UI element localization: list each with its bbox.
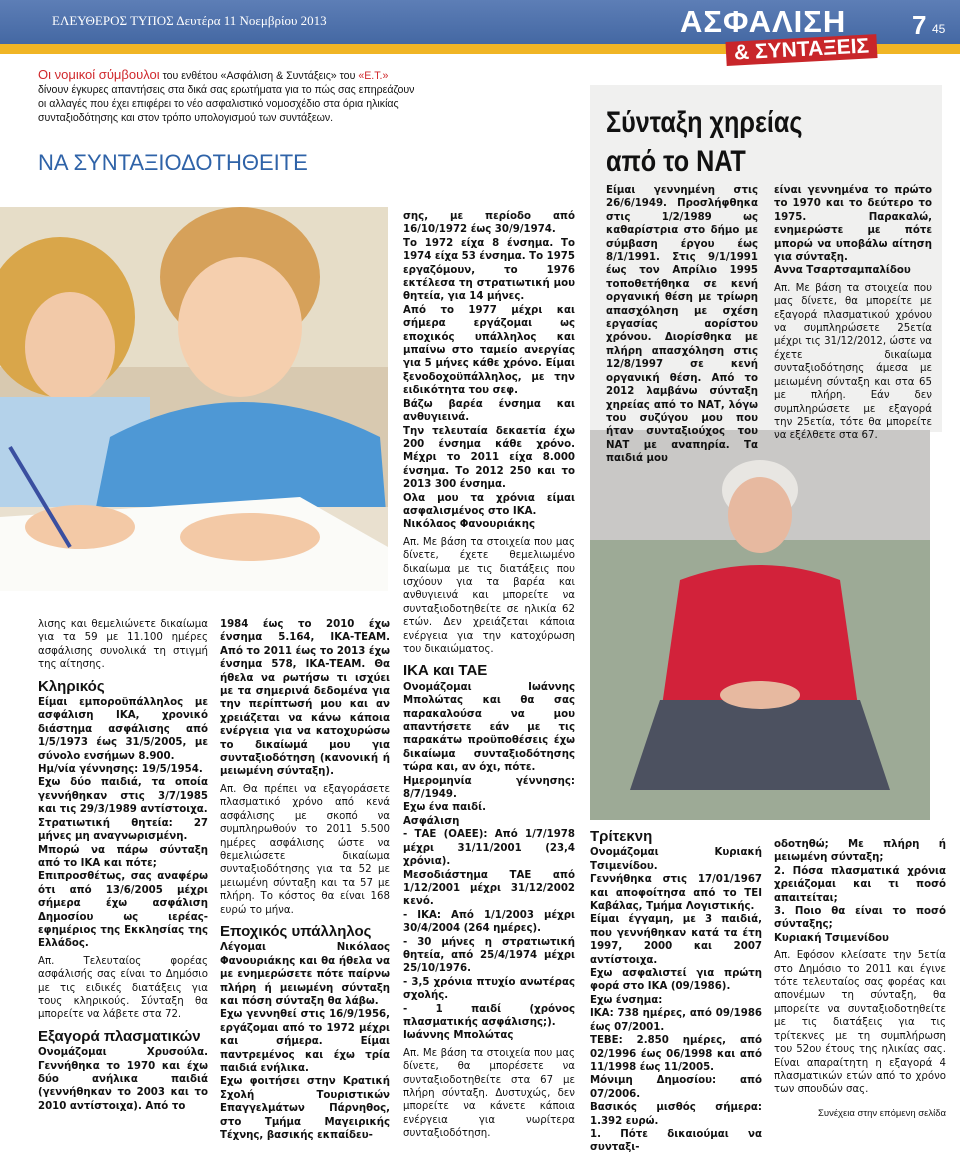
signature: Κυριακή Τσιμενίδου	[774, 932, 889, 944]
question: είναι γεννημένα το πρώτο το 1970 και το δεύτερο το 1975. Παρακαλώ, ενημερώστε με πότε μπορώ να υποβάλω αίτηση για σύνταξη.	[774, 185, 932, 264]
question: - ΙΚΑ: Από 1/1/2003 μέχρι 30/4/2004 (264 ημέρες).	[403, 909, 575, 935]
children-photo	[0, 207, 388, 591]
question: Επιπροσθέτως, σας αναφέρω ότι από 13/6/2005 μέχρι σήμερα έχω ασφάλιση Δημοσίου ως ιερέας-εφημέριος της Εκκλησίας της Ελλάδος.	[38, 871, 208, 950]
question: Ημ/νία γέννησης: 19/5/1954.	[38, 764, 203, 776]
question: Μόνιμη Δημοσίου: από 07/2006.	[590, 1075, 762, 1100]
section-title: ΑΣΦΑΛΙΣΗ	[680, 4, 847, 39]
question: Εχω δύο παιδιά, τα οποία γεννήθηκαν στις 3/7/1985 και τις 29/3/1989 αντίστοιχα.	[38, 777, 208, 816]
subheading-epoxikos: Εποχικός υπάλληλος	[220, 922, 372, 940]
question: 2. Πόσα πλασματικά χρόνια χρειάζομαι και τι ποσό απαιτείται;	[774, 865, 946, 904]
question: οδοτηθώ; Με πλήρη ή μειωμένη σύνταξη;	[774, 839, 946, 864]
question: σης, με περίοδο από 16/10/1972 έως 30/9/1974.	[403, 211, 575, 236]
question: Ονομάζομαι Κυριακή Τσιμενίδου.	[590, 847, 762, 872]
page-number: 7	[912, 10, 927, 40]
question: 1984 έως το 2010 έχω ένσημα 5.164, ΙΚΑ-ΤΕΑΜ. Από το 2011 έως το 2013 έχω ένσημα 578, ΙΚΑ-ΤΕΑΜ. Θα ήθελα να ρωτήσω τι ισχύει με τα σημερινά δεδομένα για την περίπτωσή μου και αν χρειάζεται να κάνω κάποια ενέργεια για να κατοχυρώσω το δικαίωμά μου για συνταξιοδότηση (κανονική ή μειωμένη σύνταξη).	[220, 619, 390, 778]
column-5-bottom	[774, 838, 946, 1097]
answer: Απ. Με βάση τα στοιχεία που μας δίνετε, θα μπορέσετε να συνταξιοδοτηθείτε στα 67 με πλήρη σύνταξη. Δυστυχώς, δεν μπορείτε να κάνετε κάποια ενέργεια για νωρίτερα συνταξιοδότηση.	[403, 1047, 575, 1140]
intro-mid: του ενθέτου «Ασφάλιση & Συντάξεις» του	[159, 70, 359, 82]
question: Είμαι έγγαμη, με 3 παιδιά, που γεννήθηκαν κατά τα έτη 1997, 2000 και 2007 αντίστοιχα.	[590, 914, 762, 966]
question: Μπορώ να πάρω σύνταξη από το ΙΚΑ και πότε;	[38, 844, 208, 869]
question: - 1 παιδί (χρόνος πλασματικής ασφάλισης;).	[403, 1003, 575, 1028]
subheading-exagora: Εξαγορά πλασματικών	[38, 1027, 201, 1045]
question: Εχω γεννηθεί στις 16/9/1956, εργάζομαι από το 1972 μέχρι και σήμερα. Είμαι παντρεμένος και έχω τρία παιδιά ενήλικα.	[220, 1009, 390, 1074]
woman-illustration	[590, 430, 930, 820]
question: - ΤΑΕ (ΟΑΕΕ): Από 1/7/1978 μέχρι 31/11/2001 (23,4 χρόνια).	[403, 829, 575, 868]
question: Ολα μου τα χρόνια είμαι ασφαλισμένος στο ΙΚΑ.	[403, 492, 575, 517]
column-3	[403, 210, 575, 1141]
children-illustration	[0, 207, 388, 591]
question: Στρατιωτική θητεία: 27 μήνες μη αναγνωρισμένη.	[38, 817, 208, 843]
subheading-tritekni: Τρίτεκνη	[590, 828, 653, 845]
sidebar-title-line1: Σύνταξη χηρείας	[606, 106, 803, 139]
intro-paper: «Ε.Τ.»	[358, 70, 389, 82]
question: Είμαι γεννημένη στις 26/6/1949. Προσλήφθηκα στις 1/2/1989 ως καθαρίστρια στο δήμο με σύμβαση έργου έως 8/1/1991. Στις 9/1/1991 έως τον Απρίλιο 1995 τοποθετήθηκα σε κενή οργανική θέση με τρίωρη απασχόληση με σχέση εργασίας αορίστου χρόνου. Διορίσθηκα με πλήρη απασχόληση στις 12/8/1997 σε κενή οργανική θέση. Από το 2012 λαμβάνω σύνταξη χηρείας από το ΝΑΤ, λόγω του συζύγου μου που ήταν συνταξιούχος του ΝΑΤ με αναπηρία. Τα παιδιά μου	[606, 185, 758, 465]
question: Την τελευταία δεκαετία έχω 200 ένσημα κάθε χρόνο. Μέχρι το 2011 είχα 8.000 ένσημα. Το 2012 250 και το 2013 300 ένσημα.	[403, 425, 575, 491]
question: Από το 1977 μέχρι και σήμερα εργάζομαι ως εποχικός υπάλληλος και μπαίνω στο ταμείο ανεργίας για 5 μήνες κάθε χρόνο. Είμαι ξενοδοχοϋπάλληλος, με την ειδικότητα του σεφ.	[403, 304, 575, 397]
question: Εχω ένσημα:	[590, 994, 663, 1006]
question: Εχω φοιτήσει στην Κρατική Σχολή Τουριστικών Επαγγελμάτων Πάρνηθος, στο Τμήμα Μαγειρικής Τέχνης, βασικής εκπαίδευ-	[220, 1076, 390, 1142]
question: ΤΕΒΕ: 2.850 ημέρες, από 02/1996 έως 06/1998 και από 11/1998 έως 11/2005.	[590, 1035, 762, 1073]
intro-text	[38, 68, 418, 125]
column-4-top	[606, 184, 758, 466]
signature: Αννα Τσαρτσαμπαλίδου	[774, 265, 911, 277]
question: Ημερομηνία γέννησης: 8/7/1949.	[403, 775, 575, 801]
question: 1. Πότε δικαιούμαι να συνταξι-	[590, 1128, 762, 1154]
question: Το 1972 είχα 8 ένσημα. Το 1974 είχα 53 ένσημα. Το 1975 εργαζόμουν, το 1976 εκτέλεσα τη στρατιωτική μου θητεία, για 14 μήνες.	[403, 237, 575, 303]
answer: Απ. Τελευταίος φορέας ασφάλισής σας είναι το Δημόσιο με τις ειδικές διατάξεις για τους κληρικούς. Σύνταξη θα μπορείτε να λάβετε στα 72.	[38, 955, 208, 1021]
question: Εχω ασφαλιστεί για πρώτη φορά στο ΙΚΑ (09/1986).	[590, 968, 762, 993]
column-5-top	[774, 184, 932, 443]
signature: Νικόλαος Φανουριάκης	[403, 519, 536, 531]
banner-title: ΝΑ ΣΥΝΤΑΞΙΟΔΟΤΗΘΕΙΤΕ	[38, 150, 308, 175]
question: Μεσοδιάστημα ΤΑΕ από 1/12/2001 μέχρι 31/12/2002 κενό.	[403, 869, 575, 908]
subheading-klirikos: Κληρικός	[38, 677, 105, 695]
date-line: ΕΛΕΥΘΕΡΟΣ ΤΥΠΟΣ Δευτέρα 11 Νοεμβρίου 2013	[52, 13, 327, 28]
answer: Απ. Θα πρέπει να εξαγοράσετε πλασματικό χρόνο από κενά ασφάλισης με σκοπό να συμπληρωθούν το 2011 5.500 ημέρες ασφάλισης ώστε να θεμελιώσετε δικαίωμα συνταξιοδότησης για τα 52 με μειωμένη σύνταξη και τα 57 με πλήρη. Το κόστος θα είναι 168 ευρώ το μήνα.	[220, 783, 390, 916]
question: Γεννήθηκα στις 17/01/1967 και αποφοίτησα από το ΤΕΙ Καβάλας, Τμήμα Λογιστικής.	[590, 874, 762, 913]
intro-rest: δίνουν έγκυρες απαντήσεις στα δικά σας ερωτήματα για το πώς σας επηρεάζουν οι αλλαγές που έχει επιφέρει το νέο ασφαλιστικό νομοσχέδιο στα όρια ηλικίας συνταξιοδότησης και στον τρόπο υπολογισμού των συντάξεων.	[38, 84, 415, 124]
page-number-sub: 45	[932, 22, 946, 36]
question: Ασφάλιση	[403, 815, 460, 827]
answer: Απ. Με βάση τα στοιχεία που μας δίνετε, έχετε θεμελιωμένο δικαίωμα με τις διατάξεις που ισχύουν για τα βαρέα και ανθυγιεινά και μπορείτε να συνταξιοδοτηθείτε σε ηλικία 62 ετών. Δεν χρειάζεται κάποια ενέργεια για την κατοχύρωση του δικαιώματος.	[403, 536, 575, 655]
column-1	[38, 618, 208, 1113]
question: Ονομάζομαι Χρυσούλα. Γεννήθηκα το 1970 και έχω δύο ανήλικα παιδιά (γεννήθηκαν το 2003 και το 2010 αντίστοιχα). Από το	[38, 1047, 208, 1112]
continued-note: Συνέχεια στην επόμενη σελίδα	[818, 1108, 946, 1119]
sidebar-title-line2: από το ΝΑΤ	[606, 145, 746, 178]
question: Είμαι εμποροϋπάλληλος με ασφάλιση ΙΚΑ, χρονικό διάστημα ασφάλισης από 1/5/1973 έως 31/5/2005, με σύνολο ενσήμων 8.900.	[38, 697, 208, 762]
question: ΙΚΑ: 738 ημέρες, από 09/1986 έως 07/2001.	[590, 1008, 762, 1033]
question: Εχω ένα παιδί.	[403, 802, 486, 814]
column-4-bottom	[590, 830, 762, 1155]
question: - 30 μήνες η στρατιωτική θητεία, από 25/4/1974 μέχρι 25/10/1976.	[403, 936, 575, 975]
column-2	[220, 618, 390, 1142]
section-subtitle: & ΣΥΝΤΑΞΕΙΣ	[725, 34, 877, 66]
question: Βάζω βαρέα ένσημα και ανθυγιεινά.	[403, 398, 575, 424]
answer: Απ. Με βάση τα στοιχεία που μας δίνετε, θα μπορείτε με εξαγορά πλασματικού χρόνου να συμπληρώσετε 25ετία μέχρι τις 31/12/2012, ώστε να έχετε δικαίωμα συνταξιοδότησης άμεσα με μειωμένη σύνταξη και στα 65 με πλήρη. Εάν δεν συμπληρώσετε με εξαγορά την 25ετία, τότε θα μπορείτε να εξέλθετε στα 67.	[774, 282, 932, 442]
question: 3. Ποιο θα είναι το ποσό σύνταξης;	[774, 906, 946, 931]
question: - 3,5 χρόνια πτυχίο ανωτέρας σχολής.	[403, 976, 575, 1002]
subheading-ika-tae: ΙΚΑ και ΤΑΕ	[403, 662, 488, 680]
question: Λέγομαι Νικόλαος Φανουριάκης και θα ήθελα να με ενημερώσετε πότε παίρνω πλήρη ή μειωμένη σύνταξη και πόση σύνταξη θα λάβω.	[220, 942, 390, 1007]
elderly-woman-photo	[590, 430, 930, 820]
question: Βασικός μισθός σήμερα: 1.392 ευρώ.	[590, 1102, 762, 1127]
signature: Ιωάννης Μπολώτας	[403, 1030, 514, 1042]
question: Ονομάζομαι Ιωάννης Μπολώτας και θα σας παρακαλούσα να μου απαντήσετε εάν με τις παρακάτω προϋποθέσεις έχω δικαίωμα συνταξιοδότησης τώρα και, αν όχι, πότε.	[403, 681, 575, 774]
paragraph: λισης και θεμελιώνετε δικαίωμα για τα 59 με 11.100 ημέρες ασφάλισης συνολικά τη στιγμή της αίτησης.	[38, 619, 208, 671]
intro-lead: Οι νομικοί σύμβουλοι	[38, 67, 160, 82]
answer: Απ. Εφόσον κλείσατε την 5ετία στο Δημόσιο το 2011 και έγινε τότε τελευταίος σας φορέας και απονέμων τη σύνταξη, θα μπορείτε να συνταξιοδοτηθείτε με τις διατάξεις για τις τρίτεκνες με τη συμπλήρωση του 52ου έτους της ηλικίας σας. Είναι απαραίτητη η εξαγορά 4 πλασματικών ετών από το χρόνο των σπουδών σας.	[774, 950, 946, 1096]
sidebar-title	[606, 103, 803, 181]
